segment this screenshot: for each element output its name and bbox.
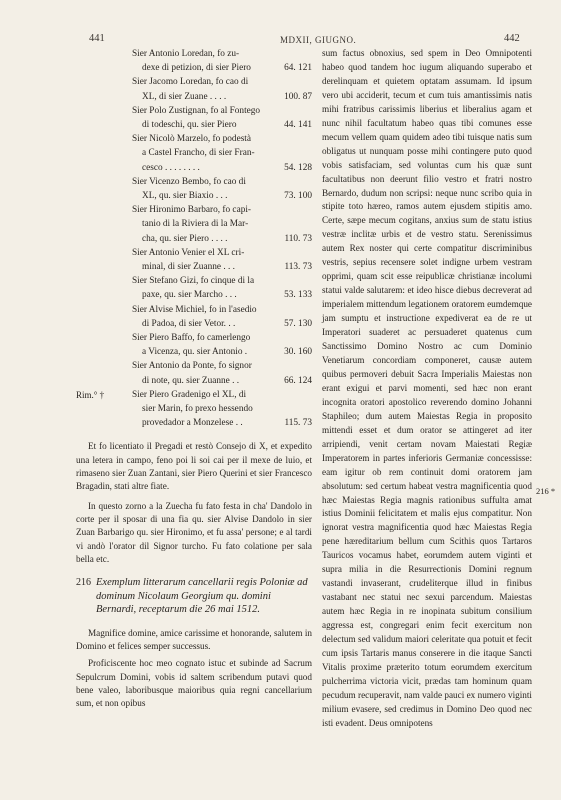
entry-mark — [76, 47, 132, 75]
vote-count: 73. 100 — [284, 191, 312, 202]
entry-mark — [76, 132, 132, 175]
right-page-number: 442 — [504, 33, 520, 44]
entry-line — [132, 288, 312, 302]
entry-mark — [76, 203, 132, 246]
entry-line — [132, 246, 312, 260]
right-column — [322, 47, 532, 731]
entry-text: Sier Nicolò Marzelo, fo podestà — [132, 134, 252, 145]
entry-mark — [76, 175, 132, 203]
section-number: 216 — [76, 577, 91, 589]
entry-line — [132, 132, 312, 146]
entry-line — [132, 331, 312, 345]
vote-entry — [76, 331, 312, 359]
entry-body — [132, 274, 312, 302]
entry-text: XL, qu. sier Biaxio . . . — [142, 191, 228, 202]
vote-entry — [76, 175, 312, 203]
entry-line — [132, 388, 312, 402]
entry-text: Sier Antonio Loredan, fo zu- — [132, 49, 240, 59]
entry-mark — [76, 274, 132, 302]
entry-text: a Vicenza, qu. sier Antonio . — [142, 347, 248, 358]
entry-line — [132, 75, 312, 89]
entry-mark — [76, 104, 132, 132]
entry-text: sier Marin, fo prexo hessendo — [142, 404, 253, 415]
entry-line — [132, 303, 312, 317]
entry-text: Sier Vicenzo Bembo, fo cao di — [132, 176, 246, 187]
entry-text: XL, di sier Zuane . . . . — [142, 91, 227, 102]
entry-text: Sier Jacomo Loredan, fo cao di — [132, 77, 249, 88]
vote-count: 44. 141 — [284, 120, 312, 131]
entry-text: Sier Piero Baffo, fo camerlengo — [132, 333, 251, 344]
vote-entry — [76, 104, 312, 132]
entry-line — [132, 203, 312, 217]
entry-line — [132, 232, 312, 246]
letter-heading — [76, 576, 312, 617]
vote-entry — [76, 274, 312, 302]
entry-text: tanio di la Riviera di la Mar- — [142, 219, 249, 230]
paragraph: In questo zorno a la Zuecha fu fato festa in cha' Dandolo in corte per il sposar di una fia qu. sier Alvise Dandolo in sier Zuan Barbarigo qu. sier Hironimo, et fu assa' persone; e al tardi vi andò l'orator dil Signor turcho. Fu fato colatione per sala bella etc. — [76, 500, 312, 564]
vote-count: 30. 160 — [284, 347, 312, 358]
entry-line — [132, 189, 312, 203]
entry-mark — [76, 303, 132, 331]
entry-line — [132, 416, 312, 430]
vote-count: 64. 121 — [284, 63, 312, 74]
entry-text: dexe di petizion, di sier Piero — [142, 63, 251, 74]
vote-entry — [76, 388, 312, 431]
entry-line — [132, 402, 312, 416]
entry-body — [132, 104, 312, 132]
left-column — [76, 47, 312, 710]
margin-note: 216 * — [536, 486, 556, 496]
entry-text: Sier Polo Zustignan, fo al Fontego — [132, 105, 261, 116]
entry-body — [132, 203, 312, 246]
entry-body — [132, 246, 312, 274]
entry-body — [132, 359, 312, 387]
entry-line — [132, 217, 312, 231]
entry-text: a Castel Francho, di sier Fran- — [142, 148, 255, 159]
vote-entry — [76, 359, 312, 387]
entry-mark — [76, 331, 132, 359]
entry-text: paxe, qu. sier Marcho . . . — [142, 290, 237, 301]
vote-count: 54. 128 — [284, 162, 312, 173]
entry-line — [132, 146, 312, 160]
entry-mark — [76, 359, 132, 387]
entry-line — [132, 345, 312, 359]
entry-body — [132, 132, 312, 175]
entry-text: cesco . . . . . . . . — [142, 162, 200, 173]
entry-line — [132, 274, 312, 288]
entry-text: Sier Alvise Michiel, fo in l'asedio — [132, 304, 257, 315]
entry-text: di note, qu. sier Zuanne . . — [142, 375, 240, 386]
letter-body: sum factus obnoxius, sed spem in Deo Omnipotenti habeo quod tandem hoc iugum aliquando superabo et derelinquam et quietem optatam assumam. Id ipsum vero ubi acciderit, tecum et cum tuis amantissimis natis mihi fratribus carissimis liberius et liberalius agam et nunc nihil facultatum habeo quas tibi comunes esse mecum vellem quam quidem adeo tibi tuisque natis sum obligatus ut nunquam posse mihi contingere puto quod vobis satisfaciam, sed voluntas cum his quæ sunt facultatibus non deerunt filio vestro et fratri nostro Bernardo, dudum non scripsi: neque nunc scribo quia in stipite toto hæreo, ramos autem ejusdem stipitis amo. Certe, sæpe mecum cogitans, anxius sum de statu istius vestræ inclitæ urbis et de vestro statu. Serenissimus autem Rex noster qui certe compatitur discriminibus vestris, sepius recensere solet indigne urbem vestram opprimi, quam scit esse reipublicæ christianæ incolumi statui valde salutarem: et ideo hisce diebus decreverat ad imperialem mittendum legationem oratorem eumdemque jam sumptu et instructione expediverat ea de re ut Imperatori suaderet ac persuaderet quatenus cum Sanctissimo Domino Nostro ac cum Dominio Venetiarum concordiam componeret, causæ autem quibus permoveri debuit Sacra Imperialis Maiestas non erant exigui et parvi momenti, sed hæc non erant incognita oratori apostolico reverendo domino Johanni Staphileo; dum autem Maiestas Regia in proposito mittendi esset et dum orator se attingeret ad iter arripiendi, venit certam novam Maiestati Regiæ Imperatorem in partes inferioris Germaniæ concessisse: eam igitur ob rem continuit domi oratorem jam absolutum: sed certum habeat vestra magnificentia quod hæc Maiestas Regia magnis rationibus suffulta amat istius Dominii felicitatem et malis ejus compatitur. Non ignorat vestra magnificentia quod hæc Maiestas Regia pene hæreditarium bellum cum Scithis quos Tartaros Tauricos vocamus habet, eorumdem autem viginti et supra milia in die Resurrectionis Domini regnum vastandi invaserant, crudeliterque illud in finibus vastabant nec statui nec sexui parcendum. Maiestas autem hæc Regia in re inopinata subitum consilium aggressa est, congregari enim fecit exercitum non delectum sed validum maiori celeritate qua potuit et fecit cum ipsis Tartaris manus conserere in die itaque Sancti Vitalis proxime præterito totum eorumdem exercitum pulcherrima victoria vicit, prædas tam hominum quam pecudum recuperavit, nam valde pauci ex numero viginti milium evasere, sed credimus in Domino Deo quod nec isti evadent. Deus omnipotens — [322, 48, 532, 728]
running-title: MDXII, GIUGNO. — [280, 35, 357, 45]
entry-text: di todeschi, qu. sier Piero — [142, 120, 237, 131]
vote-count: 100. 87 — [284, 91, 312, 102]
vote-entry — [76, 203, 312, 246]
entry-text: Sier Hironimo Barbaro, fo capi- — [132, 205, 252, 216]
entry-mark — [76, 75, 132, 103]
entry-body — [132, 331, 312, 359]
entry-text: Sier Stefano Gizi, fo cinque di la — [132, 276, 255, 287]
entry-line — [132, 47, 312, 61]
vote-entry — [76, 75, 312, 103]
entry-text: provedador a Monzelese . . — [142, 418, 243, 429]
vote-count: 113. 73 — [284, 262, 312, 273]
entry-text: cha, qu. sier Piero . . . . — [142, 233, 228, 244]
vote-count: 110. 73 — [284, 233, 312, 244]
entry-mark: Rim.° † — [76, 389, 105, 400]
entry-text: Sier Antonio da Ponte, fo signor — [132, 361, 252, 372]
vote-count: 115. 73 — [284, 418, 312, 429]
vote-entry — [76, 246, 312, 274]
entry-line — [132, 61, 312, 75]
vote-count: 53. 133 — [284, 290, 312, 301]
entry-line — [132, 374, 312, 388]
letter-title: Exemplum litterarum cancellarii regis Poloniæ ad dominum Nicolaum Georgium qu. domini Bernardi, receptarum die 26 mai 1512. — [96, 577, 308, 616]
entry-body — [132, 303, 312, 331]
vote-list — [76, 47, 312, 430]
entry-line — [132, 359, 312, 373]
entry-body — [132, 388, 312, 431]
entry-body — [132, 47, 312, 75]
entry-line — [132, 104, 312, 118]
entry-line — [132, 161, 312, 175]
vote-entry — [76, 303, 312, 331]
entry-text: di Padoa, di sier Vetor. . . — [142, 318, 236, 329]
paragraph: Proficiscente hoc meo cognato istuc et subinde ad Sacrum Sepulcrum Domini, vobis id saltem scribendum putavi quod bene valeo, laboribusque maioribus quia regni cancellarium sum, et non opibus — [76, 658, 312, 709]
vote-entry — [76, 132, 312, 175]
vote-count: 66. 124 — [284, 375, 312, 386]
entry-line — [132, 175, 312, 189]
entry-mark — [76, 246, 132, 274]
entry-text: Sier Piero Gradenigo el XL, di — [132, 389, 247, 400]
vote-entry — [76, 47, 312, 75]
entry-line — [132, 260, 312, 274]
entry-line — [132, 90, 312, 104]
left-page-number: 441 — [89, 33, 105, 44]
entry-body — [132, 75, 312, 103]
entry-line — [132, 118, 312, 132]
entry-body — [132, 175, 312, 203]
paragraph: Et fo licentiato il Pregadi et restò Consejo di X, et expedito una letera in campo, feno poi li soi cai per il mexe de luio, et rimaseno sier Zuan Zantani, sier Piero Querini et sier Francesco Bragadin, stati altre fiate. — [76, 441, 312, 492]
vote-count: 57. 130 — [284, 318, 312, 329]
entry-text: minal, di sier Zuanne . . . — [142, 262, 235, 273]
entry-line — [132, 317, 312, 331]
paragraph: Magnifice domine, amice carissime et honorande, salutem in Domino et felices semper successus. — [76, 627, 312, 651]
entry-text: Sier Antonio Venier el XL cri- — [132, 247, 245, 258]
